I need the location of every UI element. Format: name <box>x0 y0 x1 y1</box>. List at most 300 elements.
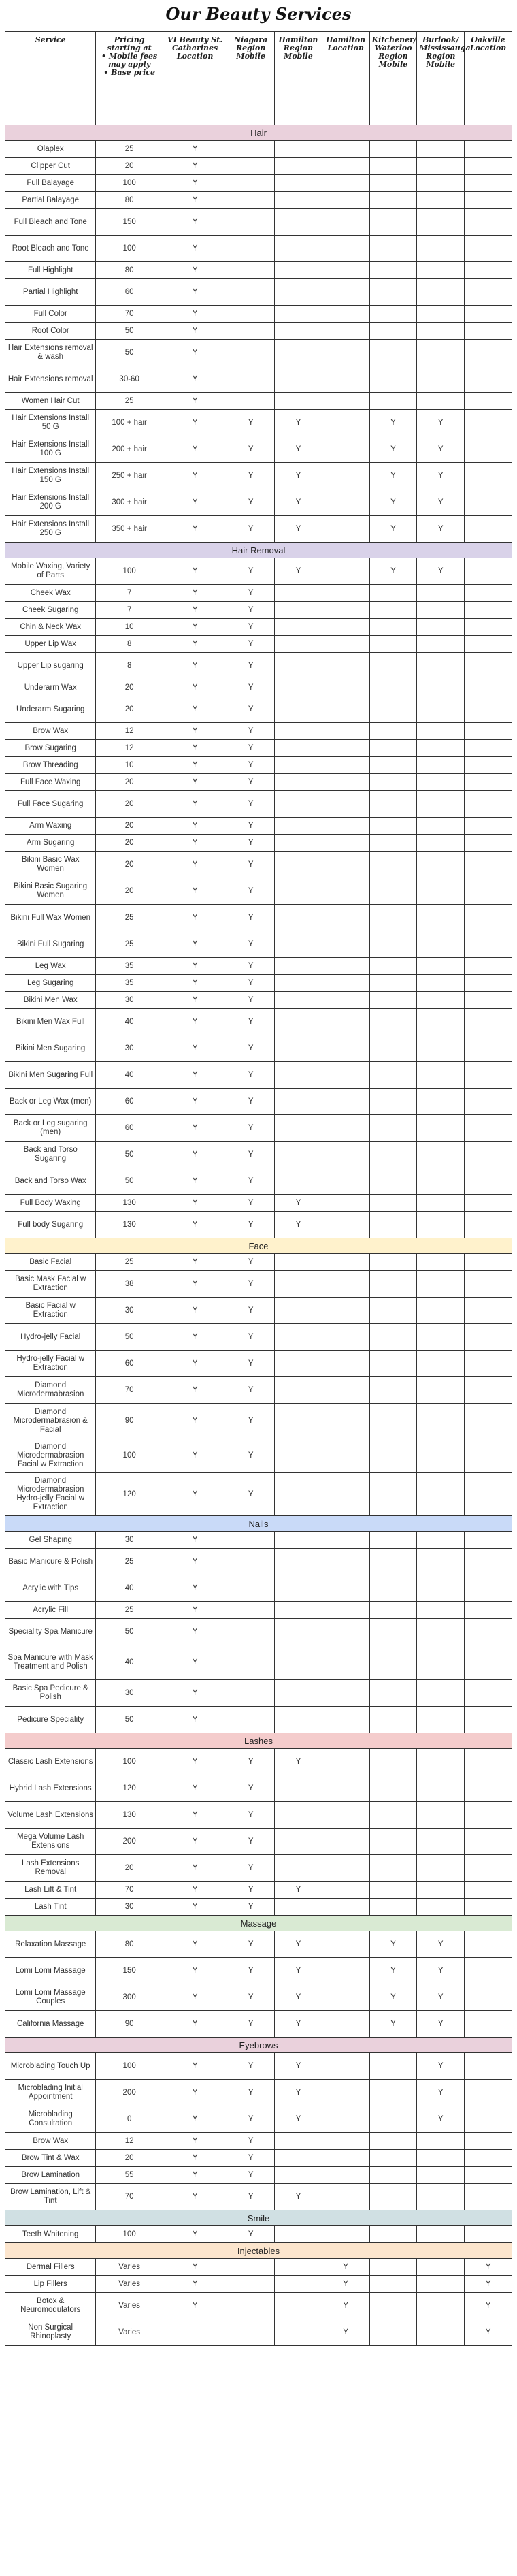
hamilton-mobile-cell: Y <box>275 2053 322 2080</box>
service-row <box>5 1115 512 1142</box>
burlington-mobile-cell <box>417 1532 465 1549</box>
burlington-mobile-cell <box>417 852 465 878</box>
st-catharines-cell: Y <box>163 852 227 878</box>
oakville-location-cell <box>465 1931 512 1958</box>
st-catharines-cell: Y <box>163 1882 227 1899</box>
oakville-location-cell <box>465 1142 512 1168</box>
hamilton-location-cell <box>322 1438 369 1473</box>
price-cell: 12 <box>96 2133 163 2150</box>
service-row <box>5 158 512 175</box>
burlington-mobile-cell <box>417 366 465 393</box>
hamilton-location-cell <box>322 175 369 192</box>
service-row <box>5 696 512 723</box>
hamilton-mobile-cell: Y <box>275 410 322 436</box>
hamilton-location-cell <box>322 2184 369 2210</box>
price-cell: 20 <box>96 679 163 696</box>
price-cell: 40 <box>96 1009 163 1035</box>
kitchener-mobile-cell <box>369 2150 417 2167</box>
hamilton-location-cell <box>322 1035 369 1062</box>
header-kitchener-mobile: Kitchener/ Waterloo Region Mobile <box>369 32 417 125</box>
niagara-mobile-cell: Y <box>227 1254 275 1271</box>
price-cell: 100 <box>96 1749 163 1775</box>
oakville-location-cell <box>465 1645 512 1680</box>
category-row <box>5 2243 512 2259</box>
hamilton-mobile-cell <box>275 1802 322 1829</box>
oakville-location-cell <box>465 1958 512 1984</box>
burlington-mobile-cell <box>417 1254 465 1271</box>
service-cell: Hair Extensions Install 100 G <box>5 436 96 463</box>
oakville-location-cell <box>465 774 512 791</box>
st-catharines-cell: Y <box>163 1271 227 1298</box>
st-catharines-cell: Y <box>163 1602 227 1619</box>
service-cell: Full Highlight <box>5 262 96 279</box>
service-row <box>5 393 512 410</box>
niagara-mobile-cell: Y <box>227 975 275 992</box>
price-cell: 20 <box>96 158 163 175</box>
burlington-mobile-cell <box>417 1377 465 1404</box>
kitchener-mobile-cell: Y <box>369 410 417 436</box>
price-cell: 35 <box>96 958 163 975</box>
price-cell: 100 <box>96 2053 163 2080</box>
burlington-mobile-cell <box>417 306 465 323</box>
price-cell: 70 <box>96 1882 163 1899</box>
st-catharines-cell: Y <box>163 1377 227 1404</box>
st-catharines-cell: Y <box>163 192 227 209</box>
hamilton-location-cell <box>322 1575 369 1602</box>
oakville-location-cell <box>465 236 512 262</box>
service-row <box>5 209 512 236</box>
hamilton-mobile-cell <box>275 757 322 774</box>
hamilton-location-cell <box>322 516 369 543</box>
burlington-mobile-cell <box>417 696 465 723</box>
kitchener-mobile-cell <box>369 1115 417 1142</box>
price-cell: 38 <box>96 1271 163 1298</box>
hamilton-location-cell <box>322 2011 369 2038</box>
kitchener-mobile-cell <box>369 1351 417 1377</box>
oakville-location-cell <box>465 992 512 1009</box>
price-cell: 25 <box>96 1549 163 1575</box>
header-st-catharines: VI Beauty St. Catharines Location <box>163 32 227 125</box>
service-cell: Mobile Waxing, Variety of Parts <box>5 558 96 585</box>
st-catharines-cell: Y <box>163 757 227 774</box>
price-cell: 150 <box>96 1958 163 1984</box>
service-row <box>5 558 512 585</box>
hamilton-location-cell: Y <box>322 2319 369 2346</box>
price-cell: 30 <box>96 1532 163 1549</box>
st-catharines-cell: Y <box>163 2133 227 2150</box>
st-catharines-cell: Y <box>163 1855 227 1882</box>
kitchener-mobile-cell: Y <box>369 1931 417 1958</box>
st-catharines-cell: Y <box>163 1645 227 1680</box>
hamilton-mobile-cell <box>275 279 322 306</box>
price-cell: 130 <box>96 1802 163 1829</box>
service-cell: Leg Sugaring <box>5 975 96 992</box>
burlington-mobile-cell <box>417 1882 465 1899</box>
services-body <box>5 125 512 2346</box>
hamilton-location-cell <box>322 2150 369 2167</box>
hamilton-location-cell <box>322 2080 369 2106</box>
burlington-mobile-cell <box>417 740 465 757</box>
service-cell: Hair Extensions Install 250 G <box>5 516 96 543</box>
st-catharines-cell: Y <box>163 1115 227 1142</box>
hamilton-location-cell <box>322 1212 369 1238</box>
service-cell: Underarm Sugaring <box>5 696 96 723</box>
niagara-mobile-cell: Y <box>227 931 275 958</box>
kitchener-mobile-cell <box>369 905 417 931</box>
burlington-mobile-cell: Y <box>417 410 465 436</box>
price-cell: 20 <box>96 696 163 723</box>
kitchener-mobile-cell <box>369 1602 417 1619</box>
service-row <box>5 1958 512 1984</box>
hamilton-location-cell <box>322 1602 369 1619</box>
hamilton-location-cell <box>322 2053 369 2080</box>
oakville-location-cell <box>465 2184 512 2210</box>
st-catharines-cell: Y <box>163 1195 227 1212</box>
burlington-mobile-cell <box>417 1035 465 1062</box>
price-cell: 20 <box>96 2150 163 2167</box>
hamilton-mobile-cell <box>275 636 322 653</box>
kitchener-mobile-cell <box>369 1855 417 1882</box>
hamilton-location-cell <box>322 1680 369 1707</box>
st-catharines-cell: Y <box>163 931 227 958</box>
burlington-mobile-cell <box>417 1855 465 1882</box>
oakville-location-cell <box>465 757 512 774</box>
hamilton-location-cell <box>322 1749 369 1775</box>
hamilton-location-cell <box>322 1882 369 1899</box>
st-catharines-cell: Y <box>163 262 227 279</box>
kitchener-mobile-cell <box>369 2053 417 2080</box>
category-row <box>5 1916 512 1931</box>
niagara-mobile-cell: Y <box>227 2011 275 2038</box>
burlington-mobile-cell <box>417 2133 465 2150</box>
price-cell: 20 <box>96 818 163 835</box>
hamilton-location-cell <box>322 1254 369 1271</box>
kitchener-mobile-cell <box>369 2167 417 2184</box>
st-catharines-cell: Y <box>163 905 227 931</box>
st-catharines-cell: Y <box>163 1009 227 1035</box>
st-catharines-cell: Y <box>163 393 227 410</box>
service-cell: Bikini Men Sugaring Full <box>5 1062 96 1089</box>
service-row <box>5 1404 512 1438</box>
hamilton-location-cell <box>322 1377 369 1404</box>
st-catharines-cell: Y <box>163 1438 227 1473</box>
st-catharines-cell: Y <box>163 1212 227 1238</box>
service-cell: Bikini Full Sugaring <box>5 931 96 958</box>
hamilton-mobile-cell <box>275 1009 322 1035</box>
service-row <box>5 723 512 740</box>
st-catharines-cell: Y <box>163 653 227 679</box>
service-cell: Hair Extensions removal <box>5 366 96 393</box>
kitchener-mobile-cell <box>369 636 417 653</box>
burlington-mobile-cell <box>417 1324 465 1351</box>
service-cell: Relaxation Massage <box>5 1931 96 1958</box>
category-header: Lashes <box>5 1733 512 1749</box>
price-cell: 12 <box>96 740 163 757</box>
service-cell: Back and Torso Sugaring <box>5 1142 96 1168</box>
burlington-mobile-cell <box>417 279 465 306</box>
hamilton-location-cell <box>322 463 369 489</box>
niagara-mobile-cell: Y <box>227 992 275 1009</box>
niagara-mobile-cell <box>227 1645 275 1680</box>
kitchener-mobile-cell <box>369 1142 417 1168</box>
oakville-location-cell <box>465 878 512 905</box>
oakville-location-cell <box>465 1195 512 1212</box>
kitchener-mobile-cell <box>369 192 417 209</box>
burlington-mobile-cell <box>417 1749 465 1775</box>
kitchener-mobile-cell <box>369 852 417 878</box>
service-cell: Diamond Microdermabrasion <box>5 1377 96 1404</box>
hamilton-mobile-cell <box>275 1115 322 1142</box>
hamilton-mobile-cell <box>275 2226 322 2243</box>
burlington-mobile-cell: Y <box>417 463 465 489</box>
service-cell: Hair Extensions removal & wash <box>5 340 96 366</box>
service-row <box>5 679 512 696</box>
service-row <box>5 2011 512 2038</box>
kitchener-mobile-cell <box>369 2184 417 2210</box>
burlington-mobile-cell <box>417 262 465 279</box>
oakville-location-cell <box>465 740 512 757</box>
st-catharines-cell: Y <box>163 2259 227 2276</box>
service-row <box>5 489 512 516</box>
st-catharines-cell: Y <box>163 696 227 723</box>
niagara-mobile-cell: Y <box>227 2106 275 2133</box>
niagara-mobile-cell: Y <box>227 1062 275 1089</box>
hamilton-mobile-cell <box>275 905 322 931</box>
service-cell: Lash Tint <box>5 1899 96 1916</box>
category-header: Hair Removal <box>5 543 512 558</box>
service-row <box>5 818 512 835</box>
service-cell: Basic Facial <box>5 1254 96 1271</box>
st-catharines-cell: Y <box>163 1351 227 1377</box>
hamilton-location-cell <box>322 489 369 516</box>
service-row <box>5 1351 512 1377</box>
service-cell: Leg Wax <box>5 958 96 975</box>
hamilton-mobile-cell <box>275 1035 322 1062</box>
st-catharines-cell: Y <box>163 141 227 158</box>
hamilton-location-cell <box>322 835 369 852</box>
hamilton-mobile-cell <box>275 679 322 696</box>
niagara-mobile-cell <box>227 1707 275 1733</box>
niagara-mobile-cell: Y <box>227 653 275 679</box>
price-cell: 100 <box>96 558 163 585</box>
kitchener-mobile-cell <box>369 1438 417 1473</box>
oakville-location-cell <box>465 393 512 410</box>
niagara-mobile-cell <box>227 340 275 366</box>
kitchener-mobile-cell <box>369 585 417 602</box>
hamilton-location-cell <box>322 1855 369 1882</box>
service-cell: Root Color <box>5 323 96 340</box>
service-row <box>5 2276 512 2293</box>
hamilton-location-cell <box>322 2133 369 2150</box>
hamilton-location-cell <box>322 1829 369 1855</box>
hamilton-location-cell <box>322 340 369 366</box>
hamilton-mobile-cell <box>275 791 322 818</box>
oakville-location-cell <box>465 852 512 878</box>
hamilton-location-cell <box>322 818 369 835</box>
kitchener-mobile-cell <box>369 1707 417 1733</box>
hamilton-mobile-cell <box>275 1298 322 1324</box>
niagara-mobile-cell: Y <box>227 436 275 463</box>
niagara-mobile-cell: Y <box>227 1324 275 1351</box>
header-burlington-mobile: Burlook/ Mississauga Region Mobile <box>417 32 465 125</box>
hamilton-location-cell <box>322 1532 369 1549</box>
price-cell: 50 <box>96 1324 163 1351</box>
service-row <box>5 2319 512 2346</box>
kitchener-mobile-cell <box>369 1680 417 1707</box>
price-cell: 20 <box>96 791 163 818</box>
service-cell: Brow Lamination <box>5 2167 96 2184</box>
niagara-mobile-cell: Y <box>227 1775 275 1802</box>
burlington-mobile-cell <box>417 878 465 905</box>
niagara-mobile-cell: Y <box>227 619 275 636</box>
services-table <box>5 31 512 2346</box>
price-cell: 150 <box>96 209 163 236</box>
oakville-location-cell <box>465 1829 512 1855</box>
price-cell: 40 <box>96 1645 163 1680</box>
st-catharines-cell: Y <box>163 1958 227 1984</box>
burlington-mobile-cell <box>417 1089 465 1115</box>
kitchener-mobile-cell <box>369 653 417 679</box>
service-cell: Bikini Men Sugaring <box>5 1035 96 1062</box>
oakville-location-cell <box>465 905 512 931</box>
st-catharines-cell: Y <box>163 740 227 757</box>
burlington-mobile-cell <box>417 791 465 818</box>
oakville-location-cell <box>465 306 512 323</box>
price-cell: 40 <box>96 1062 163 1089</box>
burlington-mobile-cell <box>417 2226 465 2243</box>
kitchener-mobile-cell <box>369 1298 417 1324</box>
price-cell: 20 <box>96 878 163 905</box>
kitchener-mobile-cell <box>369 791 417 818</box>
burlington-mobile-cell <box>417 1645 465 1680</box>
niagara-mobile-cell: Y <box>227 818 275 835</box>
service-row <box>5 602 512 619</box>
niagara-mobile-cell: Y <box>227 1195 275 1212</box>
hamilton-location-cell <box>322 1062 369 1089</box>
price-cell: 30-60 <box>96 366 163 393</box>
niagara-mobile-cell: Y <box>227 1899 275 1916</box>
kitchener-mobile-cell <box>369 1254 417 1271</box>
burlington-mobile-cell <box>417 818 465 835</box>
hamilton-location-cell <box>322 1168 369 1195</box>
hamilton-mobile-cell: Y <box>275 1195 322 1212</box>
burlington-mobile-cell: Y <box>417 2106 465 2133</box>
st-catharines-cell: Y <box>163 209 227 236</box>
kitchener-mobile-cell <box>369 975 417 992</box>
oakville-location-cell <box>465 791 512 818</box>
burlington-mobile-cell <box>417 1212 465 1238</box>
oakville-location-cell <box>465 818 512 835</box>
service-row <box>5 740 512 757</box>
hamilton-location-cell <box>322 602 369 619</box>
st-catharines-cell: Y <box>163 2053 227 2080</box>
oakville-location-cell <box>465 1707 512 1733</box>
oakville-location-cell <box>465 2167 512 2184</box>
hamilton-location-cell <box>322 740 369 757</box>
price-cell: 20 <box>96 774 163 791</box>
st-catharines-cell: Y <box>163 516 227 543</box>
st-catharines-cell: Y <box>163 723 227 740</box>
service-row <box>5 2259 512 2276</box>
hamilton-mobile-cell: Y <box>275 2184 322 2210</box>
price-cell: 250 + hair <box>96 463 163 489</box>
niagara-mobile-cell <box>227 192 275 209</box>
burlington-mobile-cell <box>417 2276 465 2293</box>
st-catharines-cell: Y <box>163 558 227 585</box>
hamilton-mobile-cell <box>275 236 322 262</box>
hamilton-mobile-cell <box>275 878 322 905</box>
oakville-location-cell <box>465 602 512 619</box>
service-cell: Hair Extensions Install 50 G <box>5 410 96 436</box>
service-cell: Clipper Cut <box>5 158 96 175</box>
service-row <box>5 1168 512 1195</box>
niagara-mobile-cell: Y <box>227 905 275 931</box>
kitchener-mobile-cell <box>369 2293 417 2319</box>
hamilton-mobile-cell <box>275 2133 322 2150</box>
oakville-location-cell <box>465 958 512 975</box>
burlington-mobile-cell <box>417 835 465 852</box>
service-row <box>5 410 512 436</box>
kitchener-mobile-cell <box>369 158 417 175</box>
price-cell: 200 <box>96 1829 163 1855</box>
category-header: Eyebrows <box>5 2038 512 2053</box>
niagara-mobile-cell: Y <box>227 585 275 602</box>
niagara-mobile-cell: Y <box>227 1473 275 1516</box>
price-cell: 20 <box>96 1855 163 1882</box>
st-catharines-cell: Y <box>163 489 227 516</box>
st-catharines-cell: Y <box>163 975 227 992</box>
kitchener-mobile-cell <box>369 366 417 393</box>
niagara-mobile-cell: Y <box>227 1377 275 1404</box>
kitchener-mobile-cell <box>369 992 417 1009</box>
oakville-location-cell <box>465 141 512 158</box>
niagara-mobile-cell: Y <box>227 1009 275 1035</box>
burlington-mobile-cell <box>417 992 465 1009</box>
hamilton-location-cell <box>322 931 369 958</box>
st-catharines-cell: Y <box>163 1473 227 1516</box>
service-row <box>5 1035 512 1062</box>
burlington-mobile-cell <box>417 1602 465 1619</box>
oakville-location-cell <box>465 1168 512 1195</box>
price-cell: Varies <box>96 2276 163 2293</box>
hamilton-location-cell <box>322 619 369 636</box>
burlington-mobile-cell <box>417 931 465 958</box>
st-catharines-cell: Y <box>163 1168 227 1195</box>
service-cell: Back or Leg sugaring (men) <box>5 1115 96 1142</box>
price-cell: 30 <box>96 992 163 1009</box>
category-row <box>5 1733 512 1749</box>
hamilton-mobile-cell <box>275 852 322 878</box>
kitchener-mobile-cell <box>369 236 417 262</box>
service-cell: Microblading Touch Up <box>5 2053 96 2080</box>
kitchener-mobile-cell <box>369 1775 417 1802</box>
service-cell: Back or Leg Wax (men) <box>5 1089 96 1115</box>
hamilton-location-cell <box>322 2106 369 2133</box>
service-row <box>5 1089 512 1115</box>
hamilton-mobile-cell <box>275 1575 322 1602</box>
st-catharines-cell: Y <box>163 2106 227 2133</box>
oakville-location-cell <box>465 1549 512 1575</box>
kitchener-mobile-cell <box>369 602 417 619</box>
niagara-mobile-cell: Y <box>227 1168 275 1195</box>
burlington-mobile-cell <box>417 2150 465 2167</box>
burlington-mobile-cell: Y <box>417 2080 465 2106</box>
service-row <box>5 175 512 192</box>
kitchener-mobile-cell <box>369 2133 417 2150</box>
price-cell: 70 <box>96 1377 163 1404</box>
oakville-location-cell <box>465 175 512 192</box>
price-cell: 50 <box>96 1707 163 1733</box>
